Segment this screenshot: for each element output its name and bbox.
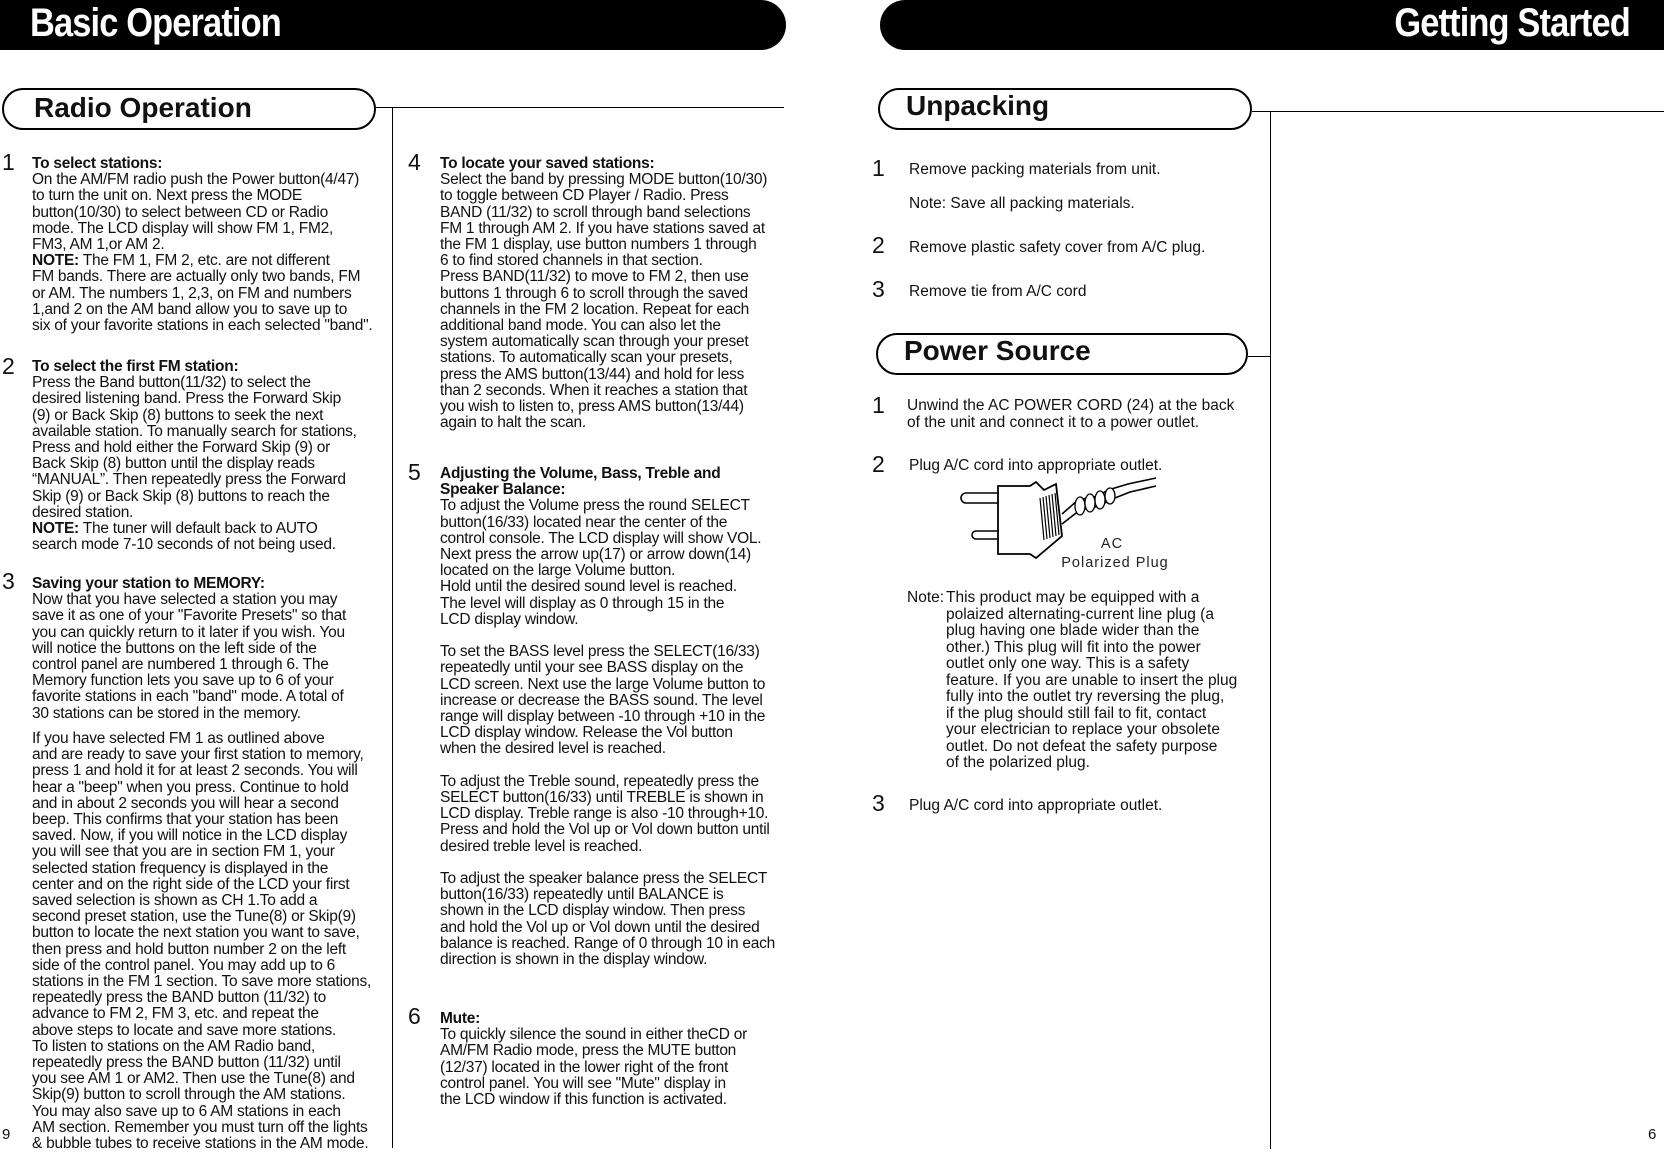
item-number: 3 — [2, 568, 15, 594]
wide-prong — [961, 493, 1003, 503]
item-body: To quickly silence the sound in either theCD or AM/FM Radio mode, press the MUTE button (12/37) located in the lower right of the front control panel. You will see "Mute" display in the LCD window if this function is activated. — [440, 1026, 748, 1109]
step-text: Remove packing materials from unit. — [909, 161, 1161, 178]
step-number: 2 — [872, 451, 885, 477]
item-body: On the AM/FM radio push the Power button(4/47) to turn the unit on. Next press the MODE button(10/30) to select between CD or Radio mode. The LCD display will show FM 1, FM2, FM3, AM 1,or AM 2. — [32, 171, 360, 254]
item-body: Now that you have selected a station you may save it as one of your "Favorite Presets" so that you can quickly return to it later if you wish. You will notice the buttons on the left side of the control panel are numbered 1 through 6. The Memory function lets you save up to 6 of your favorite stations in each "band" mode. A total of 30 stations can be stored in the memory. — [32, 591, 347, 722]
radio-operation-header — [2, 88, 376, 130]
instruction-block-continued: If you have selected FM 1 as outlined above and are ready to save your first station to memory, press 1 and hold it for at least 2 seconds. You will hear a "beep" when you press. Continue to hold and in about 2 seconds you will hear a second beep. This confirms that your station has been saved. Now, if you will notice in the LCD display you will see that you are in section FM 1, your selected station frequency is displayed in the center and on the right side of the LCD your first saved selection is shown as CH 1.To add a second preset station, use the Tune(8) or Skip(9) button to locate the next station you want to save, then press and hold button number 2 on the left side of the control panel. You may add up to 6 stations in the FM 1 section. To save more stations, repeatedly press the BAND button (11/32) to advance to FM 2, FM 3, etc. and repeat the above steps to locate and save more stations. To listen to stations on the AM Radio band, repeatedly press the BAND button (11/32) until you see AM 1 or AM2. Then use the Tune(8) and Skip(9) button to scroll through the AM stations. You may also save up to 6 AM stations in each AM section. Remember you must turn off the lights & bubble tubes to receive stations in the AM mode. — [32, 730, 372, 1152]
step-text: Remove tie from A/C cord — [909, 283, 1087, 300]
step-number: 1 — [872, 392, 885, 418]
step-number: 3 — [872, 790, 885, 816]
item-number: 5 — [408, 459, 421, 485]
note-text: The tuner will default back to AUTO search mode 7-10 seconds of not being used. — [32, 520, 336, 554]
item-heading: To select the first FM station: — [32, 358, 239, 375]
power-source-header — [876, 333, 1248, 375]
step-text: Remove plastic safety cover from A/C plug. — [909, 239, 1206, 256]
item-number: 1 — [2, 149, 15, 175]
left-banner — [0, 0, 786, 50]
note-label: NOTE: — [32, 520, 79, 538]
item-number: 6 — [408, 1003, 421, 1029]
item-heading: To select stations: — [32, 155, 163, 172]
cord-strain-relief — [1075, 488, 1115, 515]
step-number: 2 — [872, 232, 885, 258]
unpacking-title: Unpacking — [906, 90, 1050, 121]
note-label: NOTE: — [32, 252, 79, 270]
header-rule — [376, 107, 784, 108]
instruction-block — [440, 466, 790, 968]
note-text: Note: Save all packing materials. — [909, 195, 1135, 212]
step-number: 3 — [872, 276, 885, 302]
right-banner — [880, 0, 1664, 50]
unpacking-header — [878, 88, 1252, 130]
right-banner-title: Getting Started — [1394, 1, 1630, 45]
item-number: 2 — [2, 353, 15, 379]
item-heading: Saving your station to MEMORY: — [32, 575, 265, 592]
polarized-plug-note: This product may be equipped with a polaized alternating-current line plug (a plug having one blade wider than the other.) This plug will fit into the power outlet only one way. This is a safety feature. If you are unable to insert the plug fully into the outlet try reversing the plug, if the plug should still fail to fit, contact your electrician to replace your obsolete outlet. Do not defeat the safety purpose of the polarized plug. — [946, 589, 1238, 771]
note-text: The FM 1, FM 2, etc. are not different FM bands. There are actually only two bands, FM or AM. The numbers 1, 2,3, on FM and numbers 1,and 2 on the AM band allow you to save up to six of your favorite stations in each selected "band". — [32, 252, 373, 335]
item-body: To adjust the Volume press the round SELECT button(16/33) located near the center of the control console. The LCD display will show VOL. Next press the arrow up(17) or arrow down(14) located on the large Volume button. Hold until the desired sound level is reached. The level will display as 0 through 15 in the LCD display window. To set the BASS level press the SELECT(16/33) repeatedly until your see BASS display on the LCD screen. Next use the large Volume button to increase or decrease the BASS sound. The level range will display between -10 through +10 in the LCD display window. Release the Vol button when the desired level is reached. To adjust the Treble sound, repeatedly press the SELECT button(16/33) until TREBLE is shown in LCD display. Treble range is also -10 through+10. Press and hold the Vol up or Vol down button until desired treble level is reached. To adjust the speaker balance press the SELECT button(16/33) repeatedly until BALANCE is shown in the LCD display window. Then press and hold the Vol up or Vol down until the desired balance is reached. Range of 0 through 10 in each direction is shown in the display window. — [440, 497, 776, 969]
item-heading: Mute: — [440, 1010, 481, 1027]
item-heading: Adjusting the Volume, Bass, Treble and Speaker Balance: — [440, 465, 721, 499]
column-divider — [392, 108, 393, 1148]
instruction-block — [440, 156, 790, 431]
page-number-left: 9 — [2, 1126, 11, 1143]
plug-caption-ac: AC — [1100, 536, 1124, 552]
instruction-block — [32, 156, 384, 334]
item-body: Press the Band button(11/32) to select the desired listening band. Press the Forward Skip (9) or Back Skip (8) buttons to seek the next available station. To manually search for stations, Press and hold either the Forward Skip (9) or Back Skip (8) button until the display reads “MANUAL”. Then repeatedly press the Forward Skip (9) or Back Skip (8) buttons to reach the desired station. — [32, 374, 357, 521]
header-rule — [1252, 111, 1664, 112]
step-text: Unwind the AC POWER CORD (24) at the back of the unit and connect it to a power outlet. — [907, 397, 1235, 431]
item-heading: To locate your saved stations: — [440, 155, 655, 172]
instruction-block — [440, 1011, 790, 1108]
item-number: 4 — [408, 149, 421, 175]
instruction-block — [32, 576, 384, 722]
page-number-right: 6 — [1648, 1126, 1657, 1143]
section-title: Radio Operation — [34, 92, 252, 123]
header-rule — [1248, 356, 1270, 357]
plug-caption-type: Polarized Plug — [1061, 555, 1169, 571]
note-label: Note: — [907, 589, 945, 606]
instruction-block — [32, 359, 384, 553]
step-text: Plug A/C cord into appropriate outlet. — [909, 457, 1163, 474]
plug-body — [998, 482, 1062, 558]
item-body: Select the band by pressing MODE button(10/30) to toggle between CD Player / Radio. Press BAND (11/32) to scroll through band selections FM 1 through AM 2. If you have stations saved at the FM 1 display, use button numbers 1 through 6 to find stored channels in that section. Press BAND(11/32) to move to FM 2, then use buttons 1 through 6 to scroll through the saved channels in the FM 2 location. Repeat for each additional band mode. You can also let the system automatically scan through your preset stations. To automatically scan your presets, press the AMS button(13/44) and hold for less than 2 seconds. When it reaches a station that you wish to listen to, press AMS button(13/44) again to halt the scan. — [440, 171, 768, 432]
polarized-plug-illustration — [958, 476, 1158, 566]
step-text: Plug A/C cord into appropriate outlet. — [909, 797, 1163, 814]
left-banner-title: Basic Operation — [30, 1, 281, 45]
step-number: 1 — [872, 155, 885, 181]
power-source-title: Power Source — [904, 335, 1091, 366]
